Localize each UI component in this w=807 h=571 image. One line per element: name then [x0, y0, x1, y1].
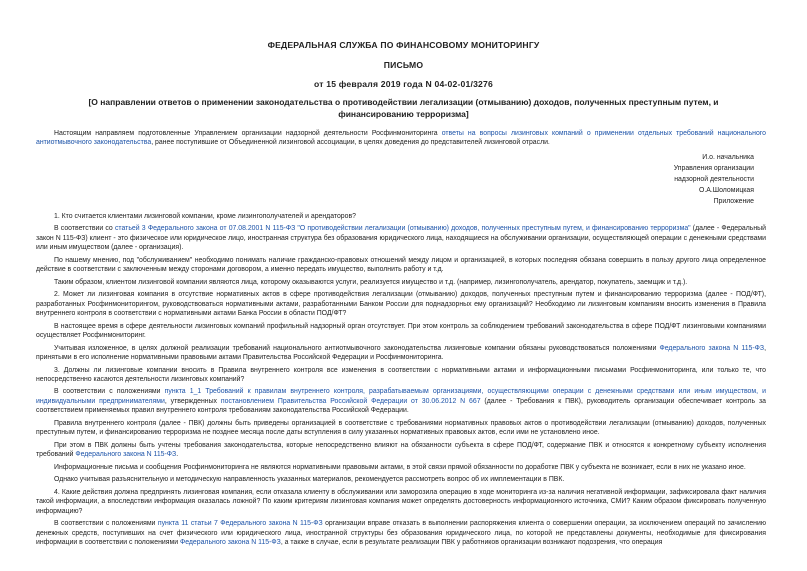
- paragraph: [36, 441, 766, 460]
- signature-line: Управления организации: [673, 164, 754, 172]
- question-2: 2. Может ли лизинговая компания в отсутствие нормативных актов в сфере противодействия легализации (отмыванию) доходов, полученных преступным путем и финансированию терроризма (далее - ПОД/ФТ), разработанных Росфинмониторингом, руководствоваться нормативными актами, разработанными Банком России для поднадзорных ему организаций? Необходимо ли лизинговым компаниям вносить изменения в Правила внутреннего контроля в соответствии с нормативными актами Банка России в области ПОД/ФТ?: [36, 291, 766, 317]
- requirements-link[interactable]: пункта 1_1 Требований к правилам внутреннего контроля, разрабатываемым организациями, осуществляющими операции с денежными средствами или иным имуществом, и индивидуальными предпринимателями: [36, 388, 766, 405]
- signature-line: И.о. начальника: [702, 153, 754, 161]
- paragraph: Однако учитывая разъяснительную и методическую направленность указанных материалов, рекомендуется рассмотреть вопрос об их имплементации в ПВК.: [54, 476, 565, 484]
- document-date-number: от 15 февраля 2019 года N 04-02-01/3276: [314, 79, 493, 89]
- intro-paragraph: [36, 129, 766, 148]
- paragraph: Таким образом, клиентом лизинговой компании являются лица, которому оказываются услуги, реализуется имущество и т.д. (например, лизингополучатель, арендатор, покупатель, заемщик и т.д.).: [54, 278, 688, 286]
- law-115-fz-link[interactable]: статьей 3 Федерального закона от 07.08.2001 N 115-ФЗ "О противодействии легализации (отмыванию) доходов, полученных преступным путем, и финансированию терроризма": [114, 225, 691, 233]
- text: (далее - Федеральный закон N 115-ФЗ) клиент - это физическое или юридическое лицо, иностранная структура без образования юридического лица, находящиеся на обслуживании организации, осуществляющей операции с денежными средствами или иным имуществом (далее - организация).: [36, 225, 766, 251]
- paragraph: [36, 387, 766, 415]
- law-link[interactable]: Федерального закона N 115-ФЗ: [179, 538, 281, 546]
- paragraph: В настоящее время в сфере деятельности лизинговых компаний профильный надзорный орган отсутствует. При этом контроль за соблюдением требований законодательства в сфере ПОД/ФТ лизинговыми компаниями осуществляет Росфинмониторинг.: [36, 322, 766, 339]
- title-line: финансированию терроризма]: [338, 109, 469, 119]
- document-title: [60, 96, 747, 120]
- text: В соответствии со: [54, 225, 115, 233]
- attachment-label: Приложение: [713, 198, 754, 206]
- text: , принятыми в его исполнение нормативными правовыми актами Правительства Российской Федерации и Росфинмониторинга.: [36, 344, 766, 361]
- document-type: ПИСЬМО: [383, 60, 424, 70]
- text: , а также в случае, если в результате реализации ПВК у работников организации возникают подозрения, что операция: [280, 538, 663, 546]
- text: , ранее поступившие от Объединенной лизинговой ассоциации, в целях доведения до представителей лизинговой отрасли.: [151, 139, 550, 147]
- paragraph: [36, 519, 766, 547]
- paragraph: По нашему мнению, под "обслуживанием" необходимо понимать наличие гражданско-правовых отношений между лицом и организацией, в которых последняя обязана совершить в пользу другого лица определенное действие в соответствии с заключенным между сторонами договором, а именно передать имущество, выполнить работу и т.д.: [36, 256, 766, 273]
- title-line: [О направлении ответов о применении законодательства о противодействии легализации (отмыванию) доходов, полученных преступным путем, и: [88, 97, 719, 107]
- agency-name: ФЕДЕРАЛЬНАЯ СЛУЖБА ПО ФИНАНСОВОМУ МОНИТОРИНГУ: [267, 40, 540, 50]
- paragraph: [36, 224, 766, 252]
- text: организации вправе отказать в выполнении распоряжения клиента о совершении операции, за исключением операций по зачислению денежных средств, поступивших на счет физического или юридического лица, иностранной структуры без образования юридического лица, по которой не представлены документы, необходимые для фиксирования информации в соответствии с положениями: [36, 520, 766, 546]
- question-4: 4. Какие действия должна предпринять лизинговая компания, если отказала клиенту в обслуживании или заморозила операцию в ходе мониторинга из-за наличия негативной информации, зафиксировала факт наличия такой информации, а впоследствии информация оказалась ложной? По каким критериям лизинговая компания может определять достоверность информационного источника, СМИ? Каким образом фиксировать полученную информацию?: [36, 489, 766, 515]
- text: При этом в ПВК должны быть учтены требования законодательства, которые непосредственно влияют на обязанности субъекта в сфере ПОД/ФТ, содержание ПВК и относятся к конкретному субъекту исполнения требований: [36, 441, 766, 459]
- government-decree-link[interactable]: постановлением Правительства Российской Федерации от 30.06.2012 N 667: [220, 397, 481, 405]
- signature-line: О.А.Шоломицкая: [699, 187, 754, 195]
- text: (далее - Требования к ПВК), руководитель организации обеспечивает контроль за соответствием применяемых правил внутреннего контроля требованиям законодательства Российской Федерации.: [36, 397, 766, 415]
- law-link[interactable]: Федерального закона N 115-ФЗ: [75, 451, 177, 459]
- question-1: 1. Кто считается клиентами лизинговой компании, кроме лизингополучателей и арендаторов?: [54, 212, 356, 220]
- signature-block: [36, 152, 766, 208]
- paragraph: Правила внутреннего контроля (далее - ПВК) должны быть приведены организацией в соответствие с требованиями нормативных правовых актов о противодействии легализации (отмыванию) доходов, полученных преступным путем, и финансированию терроризма не позднее месяца после даты вступления в силу указанных нормативных правовых актов, если ими не установлено иное.: [36, 419, 766, 437]
- signature-line: надзорной деятельности: [674, 176, 754, 183]
- document-body: [36, 129, 766, 551]
- text: .: [176, 451, 179, 459]
- text: Учитывая изложенное, в целях должной реализации требований национального антиотмывочного законодательства лизинговые компании обязаны руководствоваться положениями: [54, 344, 660, 352]
- text: , утвержденных: [164, 397, 221, 405]
- law-link[interactable]: Федерального закона N 115-ФЗ: [659, 344, 765, 352]
- text: Настоящим направляем подготовленные Управлением организации надзорной деятельности Росфинмониторинга: [54, 130, 442, 137]
- paragraph: Информационные письма и сообщения Росфинмониторинга не являются нормативными правовыми актами, в этой связи прямой обязанности по доработке ПВК у субъекта не возникает, если в них не указано иное.: [54, 463, 746, 471]
- answers-link[interactable]: ответы на вопросы лизинговых компаний о применении отдельных требований национального антиотмывочного законодательства: [36, 130, 766, 147]
- question-3: 3. Должны ли лизинговые компании вносить в Правила внутреннего контроля все изменения в соответствии с нормативными актами и информационными письмами Росфинмониторинга, или только те, что непосредственно касаются деятельности лизинговых компаний?: [36, 366, 766, 383]
- text: В соответствии с положениями: [54, 520, 158, 528]
- article-7-link[interactable]: пункта 11 статьи 7 Федерального закона N 115-ФЗ: [157, 520, 323, 528]
- paragraph: [36, 344, 766, 363]
- text: В соответствии с положениями: [54, 388, 165, 396]
